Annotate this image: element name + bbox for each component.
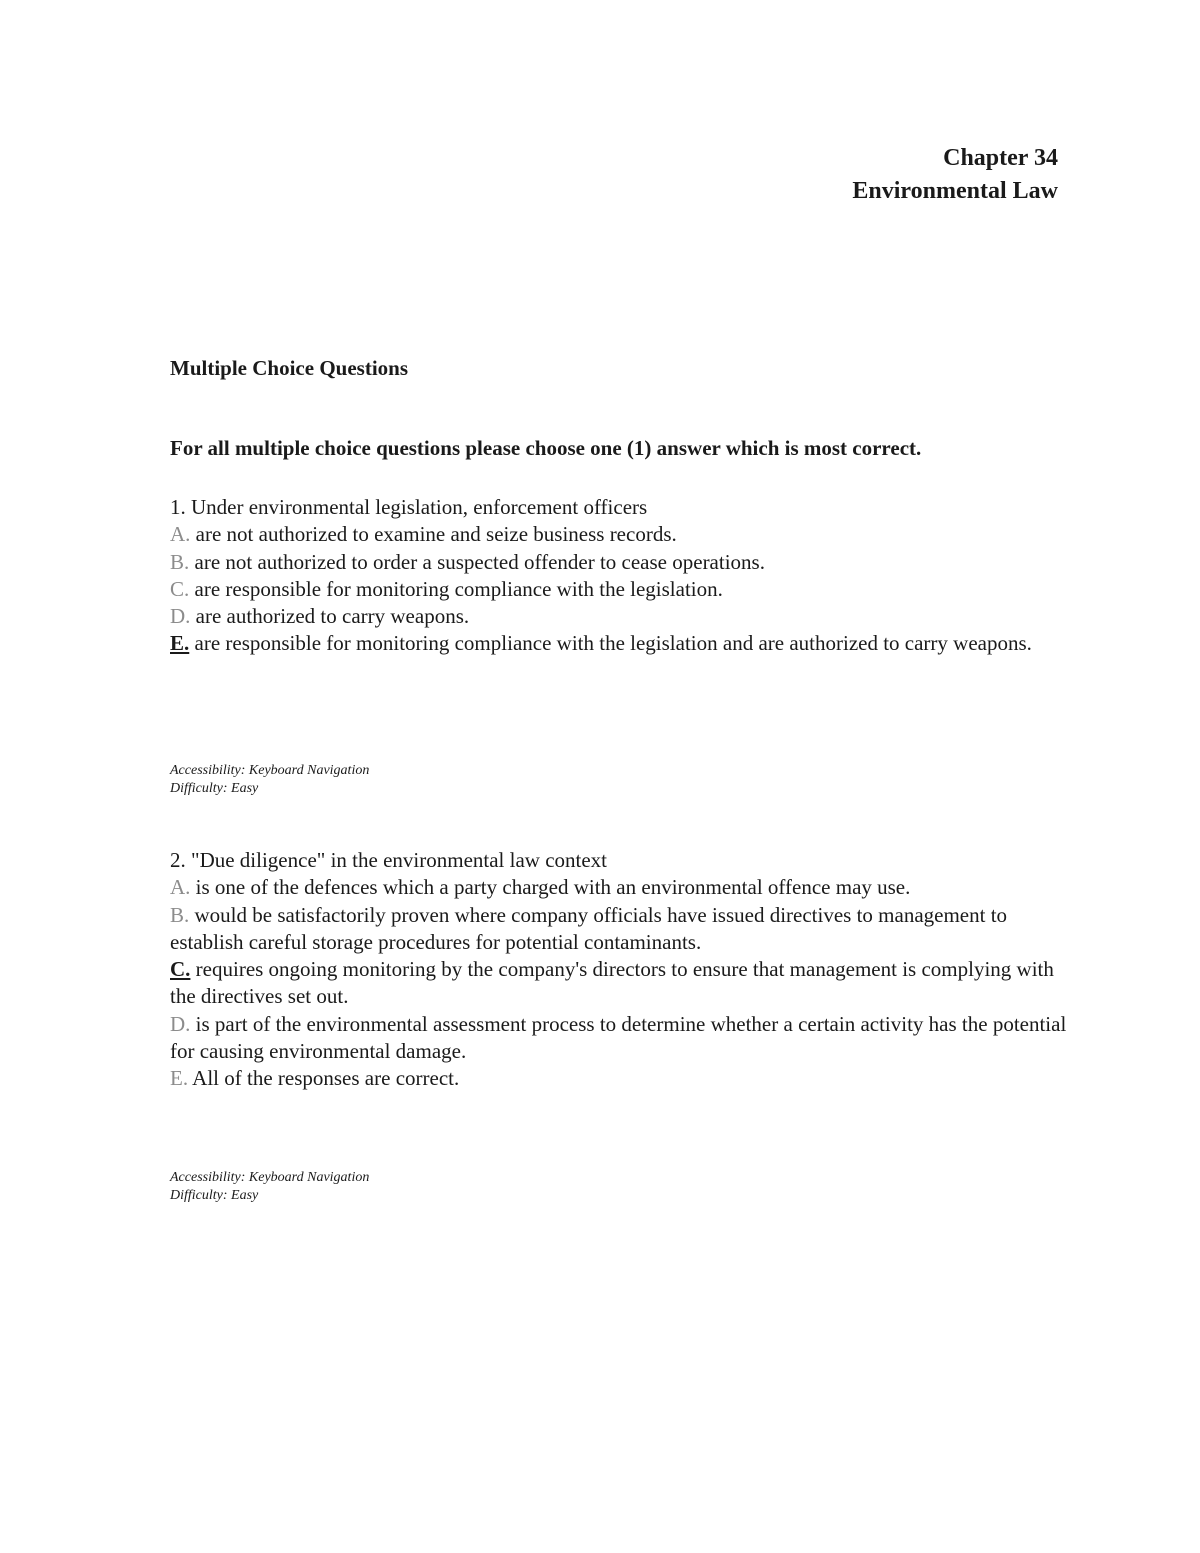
question-1 (170, 494, 1070, 658)
question-1-metadata (170, 762, 369, 798)
option-letter: D. (170, 1011, 191, 1036)
option-text: is one of the defences which a party charged with an environmental offence may use. (190, 875, 911, 900)
answer-option-e (170, 1065, 1070, 1092)
answer-option-a (170, 874, 1070, 901)
option-text: are responsible for monitoring compliance with the legislation. (189, 576, 723, 601)
answer-option-a (170, 521, 1070, 548)
difficulty-tag: Difficulty: Easy (170, 1188, 259, 1203)
accessibility-tag: Accessibility: Keyboard Navigation (170, 763, 370, 778)
question-2 (170, 847, 1070, 1093)
accessibility-tag: Accessibility: Keyboard Navigation (170, 1170, 370, 1185)
option-text: are responsible for monitoring compliance with the legislation and are authorized to carry weapons. (189, 631, 1032, 656)
option-text: is part of the environmental assessment process to determine whether a certain activity has the potential for causing environmental damage. (170, 1011, 1067, 1064)
option-text: would be satisfactorily proven where company officials have issued directives to management to establish careful storage procedures for potential contaminants. (170, 902, 1008, 954)
chapter-number: Chapter 34 (943, 145, 1058, 171)
option-text: are authorized to carry weapons. (190, 604, 470, 629)
answer-option-b (170, 549, 1070, 576)
section-heading: Multiple Choice Questions (170, 356, 409, 380)
answer-option-c (170, 576, 1070, 603)
option-letter: A. (170, 522, 191, 547)
chapter-title: Environmental Law (852, 178, 1058, 204)
question-stem: 2. "Due diligence" in the environmental law context (170, 848, 608, 872)
option-letter: B. (170, 549, 190, 574)
option-text: are not authorized to examine and seize business records. (190, 522, 677, 547)
difficulty-tag: Difficulty: Easy (170, 781, 259, 796)
instructions-text: For all multiple choice questions please choose one (1) answer which is most correct. (170, 436, 922, 460)
question-stem: 1. Under environmental legislation, enforcement officers (170, 495, 648, 519)
correct-option-letter: E. (170, 631, 190, 656)
option-letter: E. (170, 1066, 189, 1091)
answer-option-b (170, 902, 1070, 957)
answer-option-e (170, 630, 1070, 657)
option-letter: B. (170, 902, 190, 927)
answer-option-c (170, 956, 1070, 1011)
option-letter: D. (170, 604, 191, 629)
option-text: are not authorized to order a suspected offender to cease operations. (189, 549, 765, 574)
answer-option-d (170, 1011, 1070, 1066)
answer-option-d (170, 603, 1070, 630)
chapter-header (852, 142, 1058, 208)
option-letter: C. (170, 576, 190, 601)
correct-option-letter: C. (170, 957, 191, 982)
option-letter: A. (170, 875, 191, 900)
option-text: requires ongoing monitoring by the company's directors to ensure that management is complying with the directives set out. (170, 957, 1054, 1009)
option-text: All of the responses are correct. (188, 1066, 460, 1091)
question-2-metadata (170, 1169, 369, 1205)
